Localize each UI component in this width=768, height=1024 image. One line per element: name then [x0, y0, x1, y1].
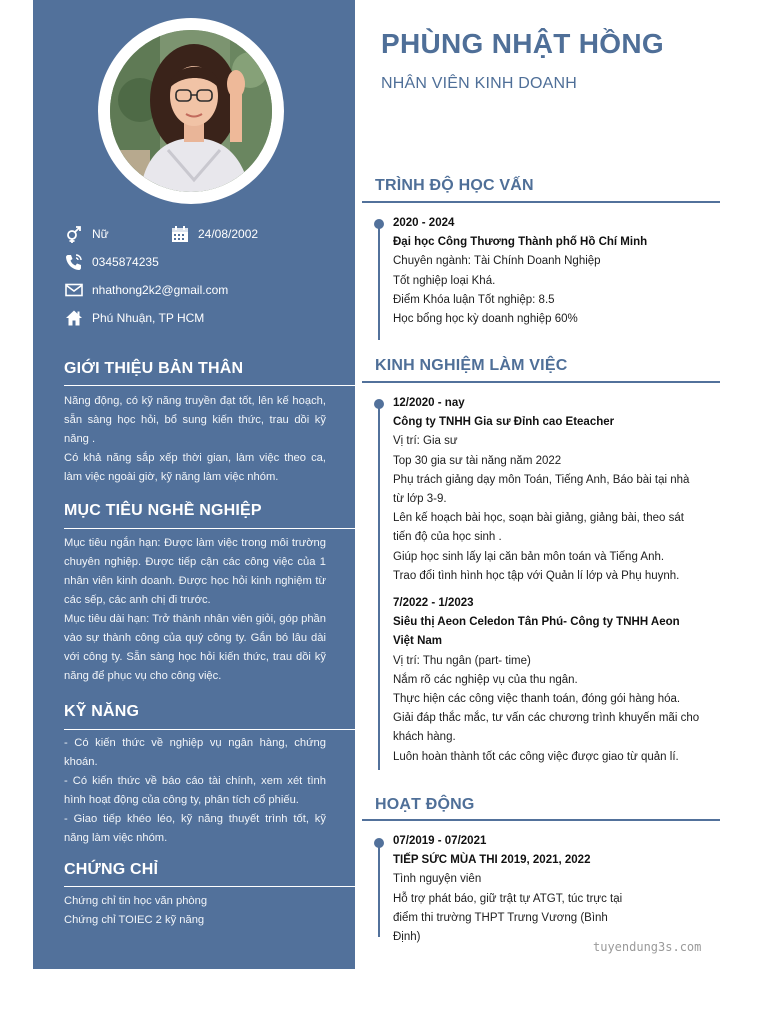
certificate-line: Chứng chỉ TOIEC 2 kỹ năng [64, 914, 205, 926]
job-date: 7/2022 - 1/2023 [393, 597, 474, 609]
education-date: 2020 - 2024 [393, 217, 455, 229]
phone-row [64, 252, 159, 272]
activities-divider [362, 819, 720, 821]
candidate-name: PHÙNG NHẬT HỒNG [381, 28, 664, 59]
dob-row [170, 224, 258, 244]
skill-line: - Giao tiếp khéo léo, kỹ năng thuyết trình tốt, kỹ năng làm việc nhóm. [64, 813, 326, 844]
skill-line: - Có kiến thức về nghiệp vụ ngân hàng, chứng khoán. [64, 737, 326, 768]
activity-line: Tình nguyện viên [393, 873, 482, 886]
activities-timeline [378, 841, 380, 937]
objective-line: Mục tiêu ngắn hạn: Được làm việc trong môi trường chuyên nghiệp. Được tiếp cận các công việc của 1 nhân viên kinh doanh. Được học hỏi kinh nghiệm từ các sếp, các anh chị đi trước. [64, 537, 326, 606]
education-title: TRÌNH ĐỘ HỌC VẤN [375, 177, 534, 194]
candidate-role: NHÂN VIÊN KINH DOANH [381, 75, 578, 92]
email-row [64, 280, 228, 300]
avatar [110, 30, 272, 192]
objective-line: Mục tiêu dài hạn: Trở thành nhân viên giỏi, góp phần vào sự thành công của quý công ty. Gắn bó lâu dài với công ty. Sẵn sàng học hỏi kiến thức, trau dồi kỹ năng để phục vụ cho công việc. [64, 613, 326, 682]
education-line: Tốt nghiệp loại Khá. [393, 274, 496, 287]
job-line: Giải đáp thắc mắc, tư vấn các chương trình khuyến mãi cho khách hàng. [393, 712, 700, 744]
experience-timeline-dot [374, 399, 384, 409]
activities-title: HOẠT ĐỘNG [375, 796, 475, 813]
address-text: Phú Nhuận, TP HCM [92, 311, 205, 325]
education-line: Học bổng học kỳ doanh nghiệp 60% [393, 313, 578, 326]
sidebar [33, 0, 355, 969]
email-text: nhathong2k2@gmail.com [92, 283, 229, 297]
job-company: Siêu thị Aeon Celedon Tân Phú- Công ty TNHH Aeon Việt Nam [393, 616, 680, 648]
certificate-line: Chứng chỉ tin học văn phòng [64, 895, 208, 907]
job-date: 12/2020 - nay [393, 397, 465, 409]
job-line: Lên kế hoạch bài học, soạn bài giảng, giảng bài, theo sát tiến độ của học sinh . [393, 512, 684, 544]
certificates-title: CHỨNG CHỈ [64, 861, 159, 878]
avatar-frame [98, 18, 284, 204]
about-title: GIỚI THIỆU BẢN THÂN [64, 360, 244, 377]
experience-divider [362, 381, 720, 383]
job-line: Vị trí: Thu ngân (part- time) [393, 654, 531, 667]
certificates-text [64, 892, 326, 930]
gender-row [64, 224, 109, 244]
skill-line: - Có kiến thức về báo cáo tài chính, xem xét tình hình hoạt động của công ty, phân tích cổ phiếu. [64, 775, 326, 806]
job-line: Thực hiện các công việc thanh toán, đóng gói hàng hóa. [393, 693, 681, 706]
avatar-photo [110, 30, 272, 192]
phone-text: 0345874235 [92, 255, 159, 269]
objective-divider [64, 528, 355, 529]
job-line: Luôn hoàn thành tốt các công việc được giao từ quản lí. [393, 750, 679, 763]
objective-title: MỤC TIÊU NGHỀ NGHIỆP [64, 502, 262, 519]
address-row [64, 308, 204, 328]
education-line: Chuyên ngành: Tài Chính Doanh Nghiệp [393, 255, 601, 268]
gender-icon [64, 224, 84, 244]
phone-icon [64, 252, 84, 272]
home-icon [64, 308, 84, 328]
activity-name: TIẾP SỨC MÙA THI 2019, 2021, 2022 [393, 854, 591, 867]
experience-timeline [378, 402, 380, 770]
education-divider [362, 201, 720, 203]
job-line: Nắm rõ các nghiệp vụ của thu ngân. [393, 673, 578, 686]
experience-title: KINH NGHIỆM LÀM VIỆC [375, 357, 568, 374]
skills-title: KỸ NĂNG [64, 703, 140, 720]
objective-text [64, 534, 326, 686]
education-timeline [378, 222, 380, 340]
activity-line: Hỗ trợ phát báo, giữ trật tự ATGT, túc trực tại điểm thi trường THPT Trưng Vương (Bình Định) [393, 892, 623, 944]
calendar-icon [170, 224, 190, 244]
job-line: Trao đổi tình hình học tập với Quản lí lớp và Phụ huynh. [393, 569, 680, 582]
activities-timeline-dot [374, 838, 384, 848]
about-line: Năng động, có kỹ năng truyền đạt tốt, lên kế hoạch, sẵn sàng học hỏi, bổ sung kiến thức, trau dồi kỹ năng . [64, 395, 326, 445]
skills-text [64, 734, 326, 848]
education-line: Điểm Khóa luận Tốt nghiệp: 8.5 [393, 293, 555, 306]
activity-entry [393, 832, 703, 947]
email-icon [64, 280, 84, 300]
experience-entry-2 [393, 594, 703, 767]
about-divider [64, 385, 355, 386]
job-line: Vị trí: Gia sư [393, 435, 458, 448]
education-timeline-dot [374, 219, 384, 229]
education-entry [393, 214, 703, 329]
about-text [64, 392, 326, 487]
watermark: tuyendung3s.com [593, 940, 702, 954]
dob-text: 24/08/2002 [198, 227, 259, 241]
education-school: Đại học Công Thương Thành phố Hồ Chí Minh [393, 236, 648, 249]
job-line: Giúp học sinh lấy lại căn bản môn toán và Tiếng Anh. [393, 550, 665, 563]
job-company: Công ty TNHH Gia sư Đỉnh cao Eteacher [393, 416, 615, 429]
about-line: Có khả năng sắp xếp thời gian, làm việc theo ca, làm việc ngoài giờ, kỹ năng làm việc nhóm. [64, 452, 326, 483]
job-line: Phụ trách giảng dạy môn Toán, Tiếng Anh, Báo bài tại nhà từ lớp 3-9. [393, 473, 690, 506]
certificates-divider [64, 886, 355, 887]
job-line: Top 30 gia sư tài năng năm 2022 [393, 454, 562, 467]
experience-entry-1 [393, 394, 703, 586]
gender-text: Nữ [92, 227, 109, 241]
activity-date: 07/2019 - 07/2021 [393, 835, 487, 847]
skills-divider [64, 729, 355, 730]
